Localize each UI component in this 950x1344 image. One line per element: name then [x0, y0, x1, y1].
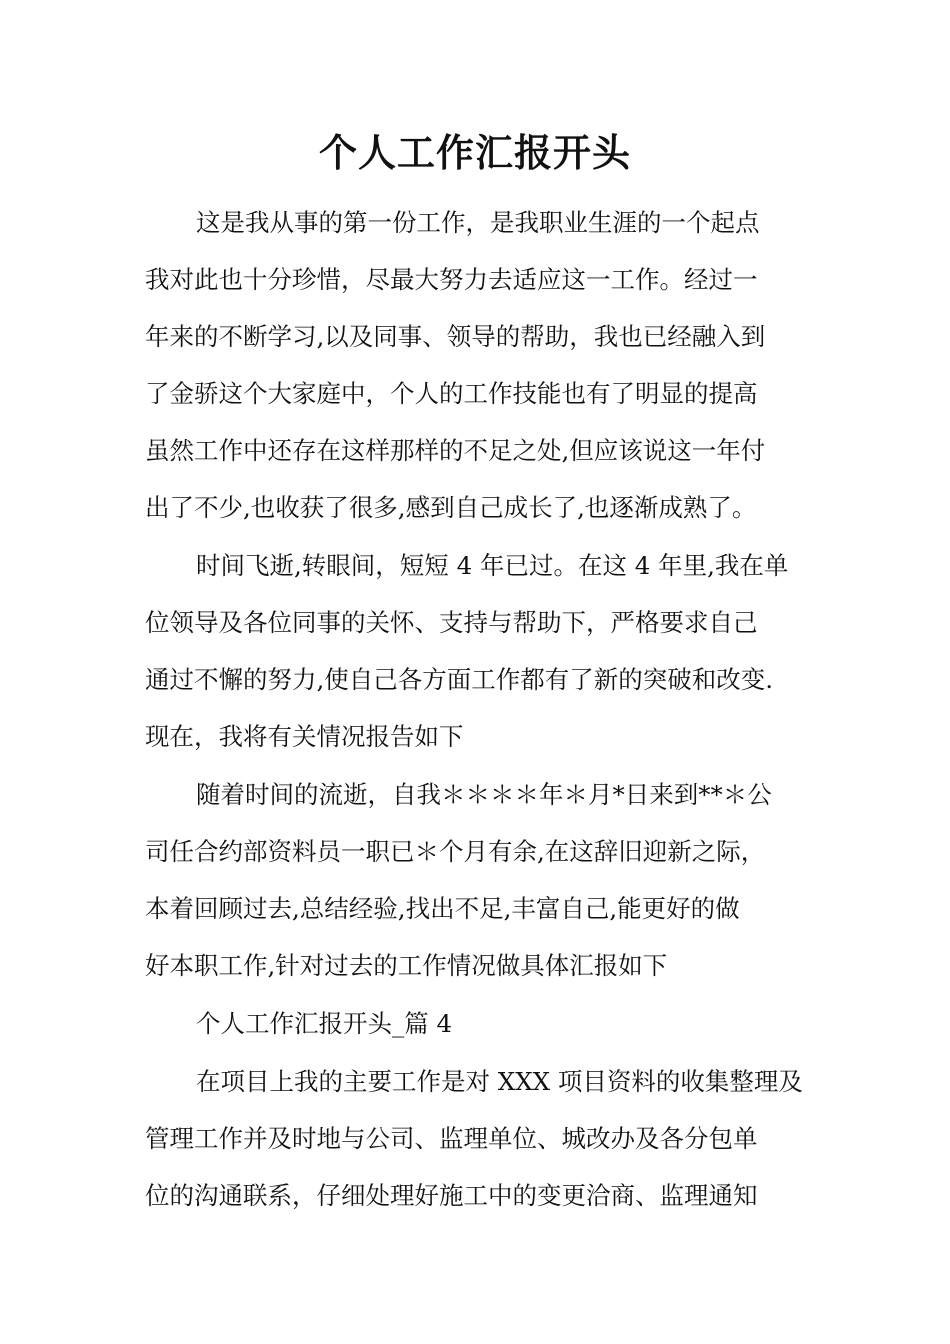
paragraph-1-line-4: 了金骄这个大家庭中，个人的工作技能也有了明显的提高	[145, 379, 758, 408]
paragraph-1-line-5: 虽然工作中还存在这样那样的不足之处,但应该说这一年付	[145, 436, 766, 465]
paragraph-1-line-1: 这是我从事的第一份工作，是我职业生涯的一个起点	[196, 208, 760, 237]
paragraph-4-line-3: 位的沟通联系，仔细处理好施工中的变更洽商、监理通知	[145, 1181, 758, 1210]
paragraph-4-line-2: 管理工作并及时地与公司、监理单位、城改办及各分包单	[145, 1124, 758, 1153]
paragraph-2-line-2: 位领导及各位同事的关怀、支持与帮助下，严格要求自己	[145, 608, 758, 637]
paragraph-1-line-6: 出了不少,也收获了很多,感到自己成长了,也逐渐成熟了。	[145, 493, 757, 522]
paragraph-3-line-1: 随着时间的流逝，自我＊＊＊＊年＊月*日来到**＊公	[196, 780, 772, 809]
paragraph-2-line-1: 时间飞逝,转眼间，短短 4 年已过。在这 4 年里,我在单	[196, 551, 789, 580]
paragraph-4-line-1: 在项目上我的主要工作是对 XXX 项目资料的收集整理及	[196, 1067, 803, 1096]
paragraph-3-line-4: 好本职工作,针对过去的工作情况做具体汇报如下	[145, 951, 668, 980]
paragraph-1-line-3: 年来的不断学习,以及同事、领导的帮助，我也已经融入到	[145, 322, 766, 351]
paragraph-1-line-2: 我对此也十分珍惜，尽最大努力去适应这一工作。经过一	[145, 265, 758, 294]
paragraph-2-line-4: 现在，我将有关情况报告如下	[145, 722, 464, 751]
section-heading-4: 个人工作汇报开头_篇 4	[196, 1009, 453, 1038]
paragraph-3-line-3: 本着回顾过去,总结经验,找出不足,丰富自己,能更好的做	[145, 894, 740, 923]
paragraph-2-line-3: 通过不懈的努力,使自己各方面工作都有了新的突破和改变.	[145, 665, 774, 694]
document-title: 个人工作汇报开头	[318, 130, 631, 175]
paragraph-3-line-2: 司任合约部资料员一职已＊个月有余,在这辞旧迎新之际，	[145, 837, 766, 866]
